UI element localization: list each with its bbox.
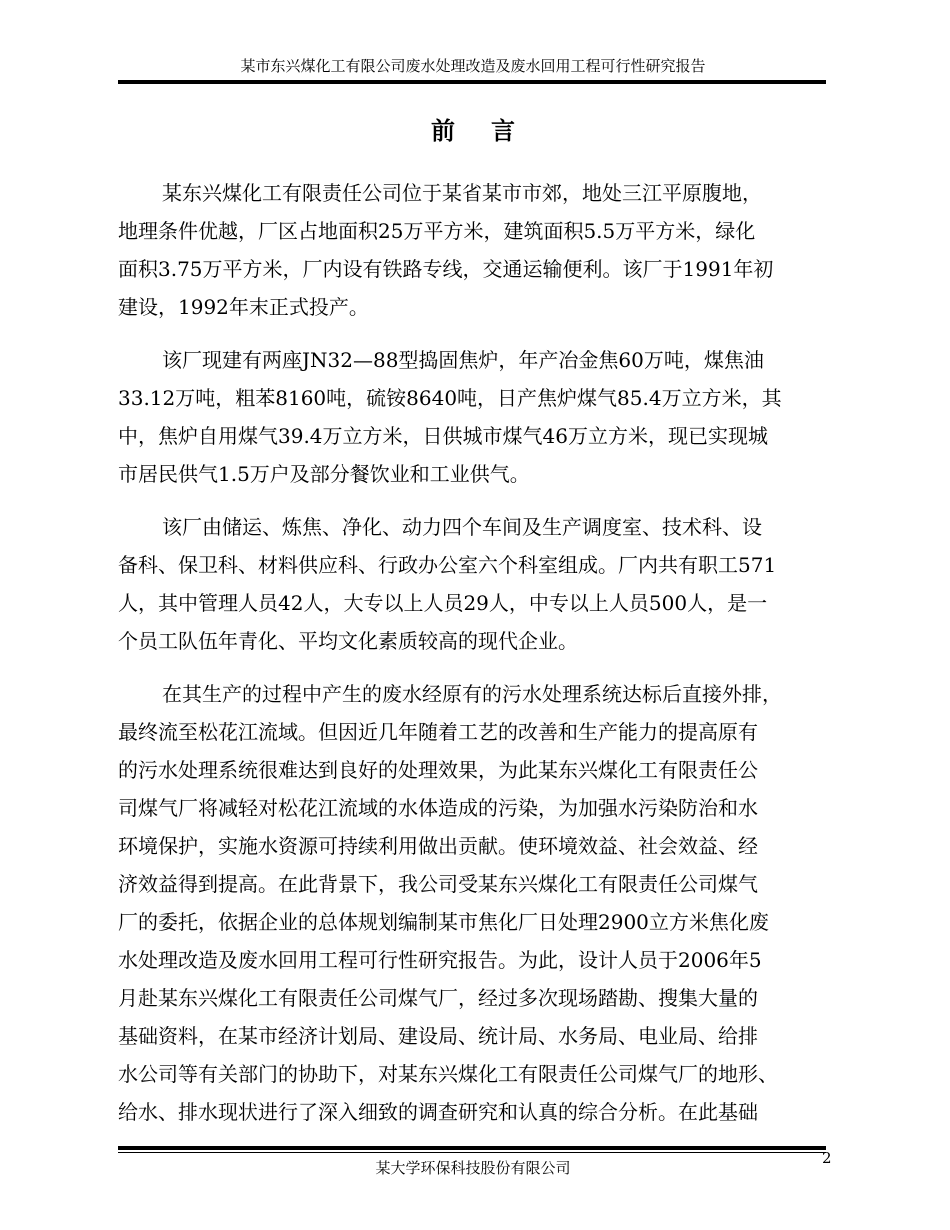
text-line: 济效益得到提高。在此背景下，我公司受某东兴煤化工有限责任公司煤气 [118,872,758,896]
text-line: 水公司等有关部门的协助下，对某东兴煤化工有限责任公司煤气厂的地形、 [118,1062,778,1086]
running-header: 某市东兴煤化工有限公司废水处理改造及废水回用工程可行性研究报告 [240,57,706,75]
text-line: 面积3.75万平方米，厂内设有铁路专线，交通运输便利。该厂于1991年初 [118,257,774,281]
paragraph [118,174,828,326]
text-line: 基础资料，在某市经济计划局、建设局、统计局、水务局、电业局、给排 [118,1024,758,1048]
text-line: 该厂现建有两座JN32—88型捣固焦炉，年产冶金焦60万吨，煤焦油 [162,348,764,372]
document-body [118,174,828,1146]
text-line: 个员工队伍年青化、平均文化素质较高的现代企业。 [118,629,578,653]
page-number: 2 [822,1149,832,1167]
footer-rule [118,1146,826,1150]
footer-company: 某大学环保科技股份有限公司 [375,1159,571,1177]
page-title: 前言 [431,116,551,145]
paragraph [118,508,828,660]
text-line: 人，其中管理人员42人，大专以上人员29人，中专以上人员500人，是一 [118,591,768,615]
paragraph [118,675,828,1131]
text-line: 厂的委托，依据企业的总体规划编制某市焦化厂日处理2900立方米焦化废 [118,910,769,934]
text-line: 司煤气厂将减轻对松花江流域的水体造成的污染，为加强水污染防治和水 [118,796,758,820]
text-line: 某东兴煤化工有限责任公司位于某省某市市郊，地处三江平原腹地， [162,181,762,205]
text-line: 该厂由储运、炼焦、净化、动力四个车间及生产调度室、技术科、设 [162,515,762,539]
text-line: 给水、排水现状进行了深入细致的调查研究和认真的综合分析。在此基础 [118,1100,758,1124]
text-line: 建设，1992年末正式投产。 [118,295,369,319]
text-line: 环境保护，实施水资源可持续利用做出贡献。使环境效益、社会效益、经 [118,834,758,858]
text-line: 33.12万吨，粗苯8160吨，硫铵8640吨，日产焦炉煤气85.4万立方米，其 [118,386,782,410]
text-line: 中，焦炉自用煤气39.4万立方米，日供城市煤气46万立方米，现已实现城 [118,424,768,448]
header-rule [118,80,826,84]
text-line: 的污水处理系统很难达到良好的处理效果，为此某东兴煤化工有限责任公 [118,758,758,782]
text-line: 市居民供气1.5万户及部分餐饮业和工业供气。 [118,462,530,486]
footer-rule-thin [118,1152,826,1153]
text-line: 水处理改造及废水回用工程可行性研究报告。为此，设计人员于2006年5 [118,948,762,972]
text-line: 月赴某东兴煤化工有限责任公司煤气厂，经过多次现场踏勘、搜集大量的 [118,986,758,1010]
paragraph [118,341,828,493]
text-line: 最终流至松花江流域。但因近几年随着工艺的改善和生产能力的提高原有 [118,720,758,744]
text-line: 备科、保卫科、材料供应科、行政办公室六个科室组成。厂内共有职工571 [118,553,777,577]
text-line: 地理条件优越，厂区占地面积25万平方米，建筑面积5.5万平方米，绿化 [118,219,756,243]
text-line: 在其生产的过程中产生的废水经原有的污水处理系统达标后直接外排， [162,682,782,706]
